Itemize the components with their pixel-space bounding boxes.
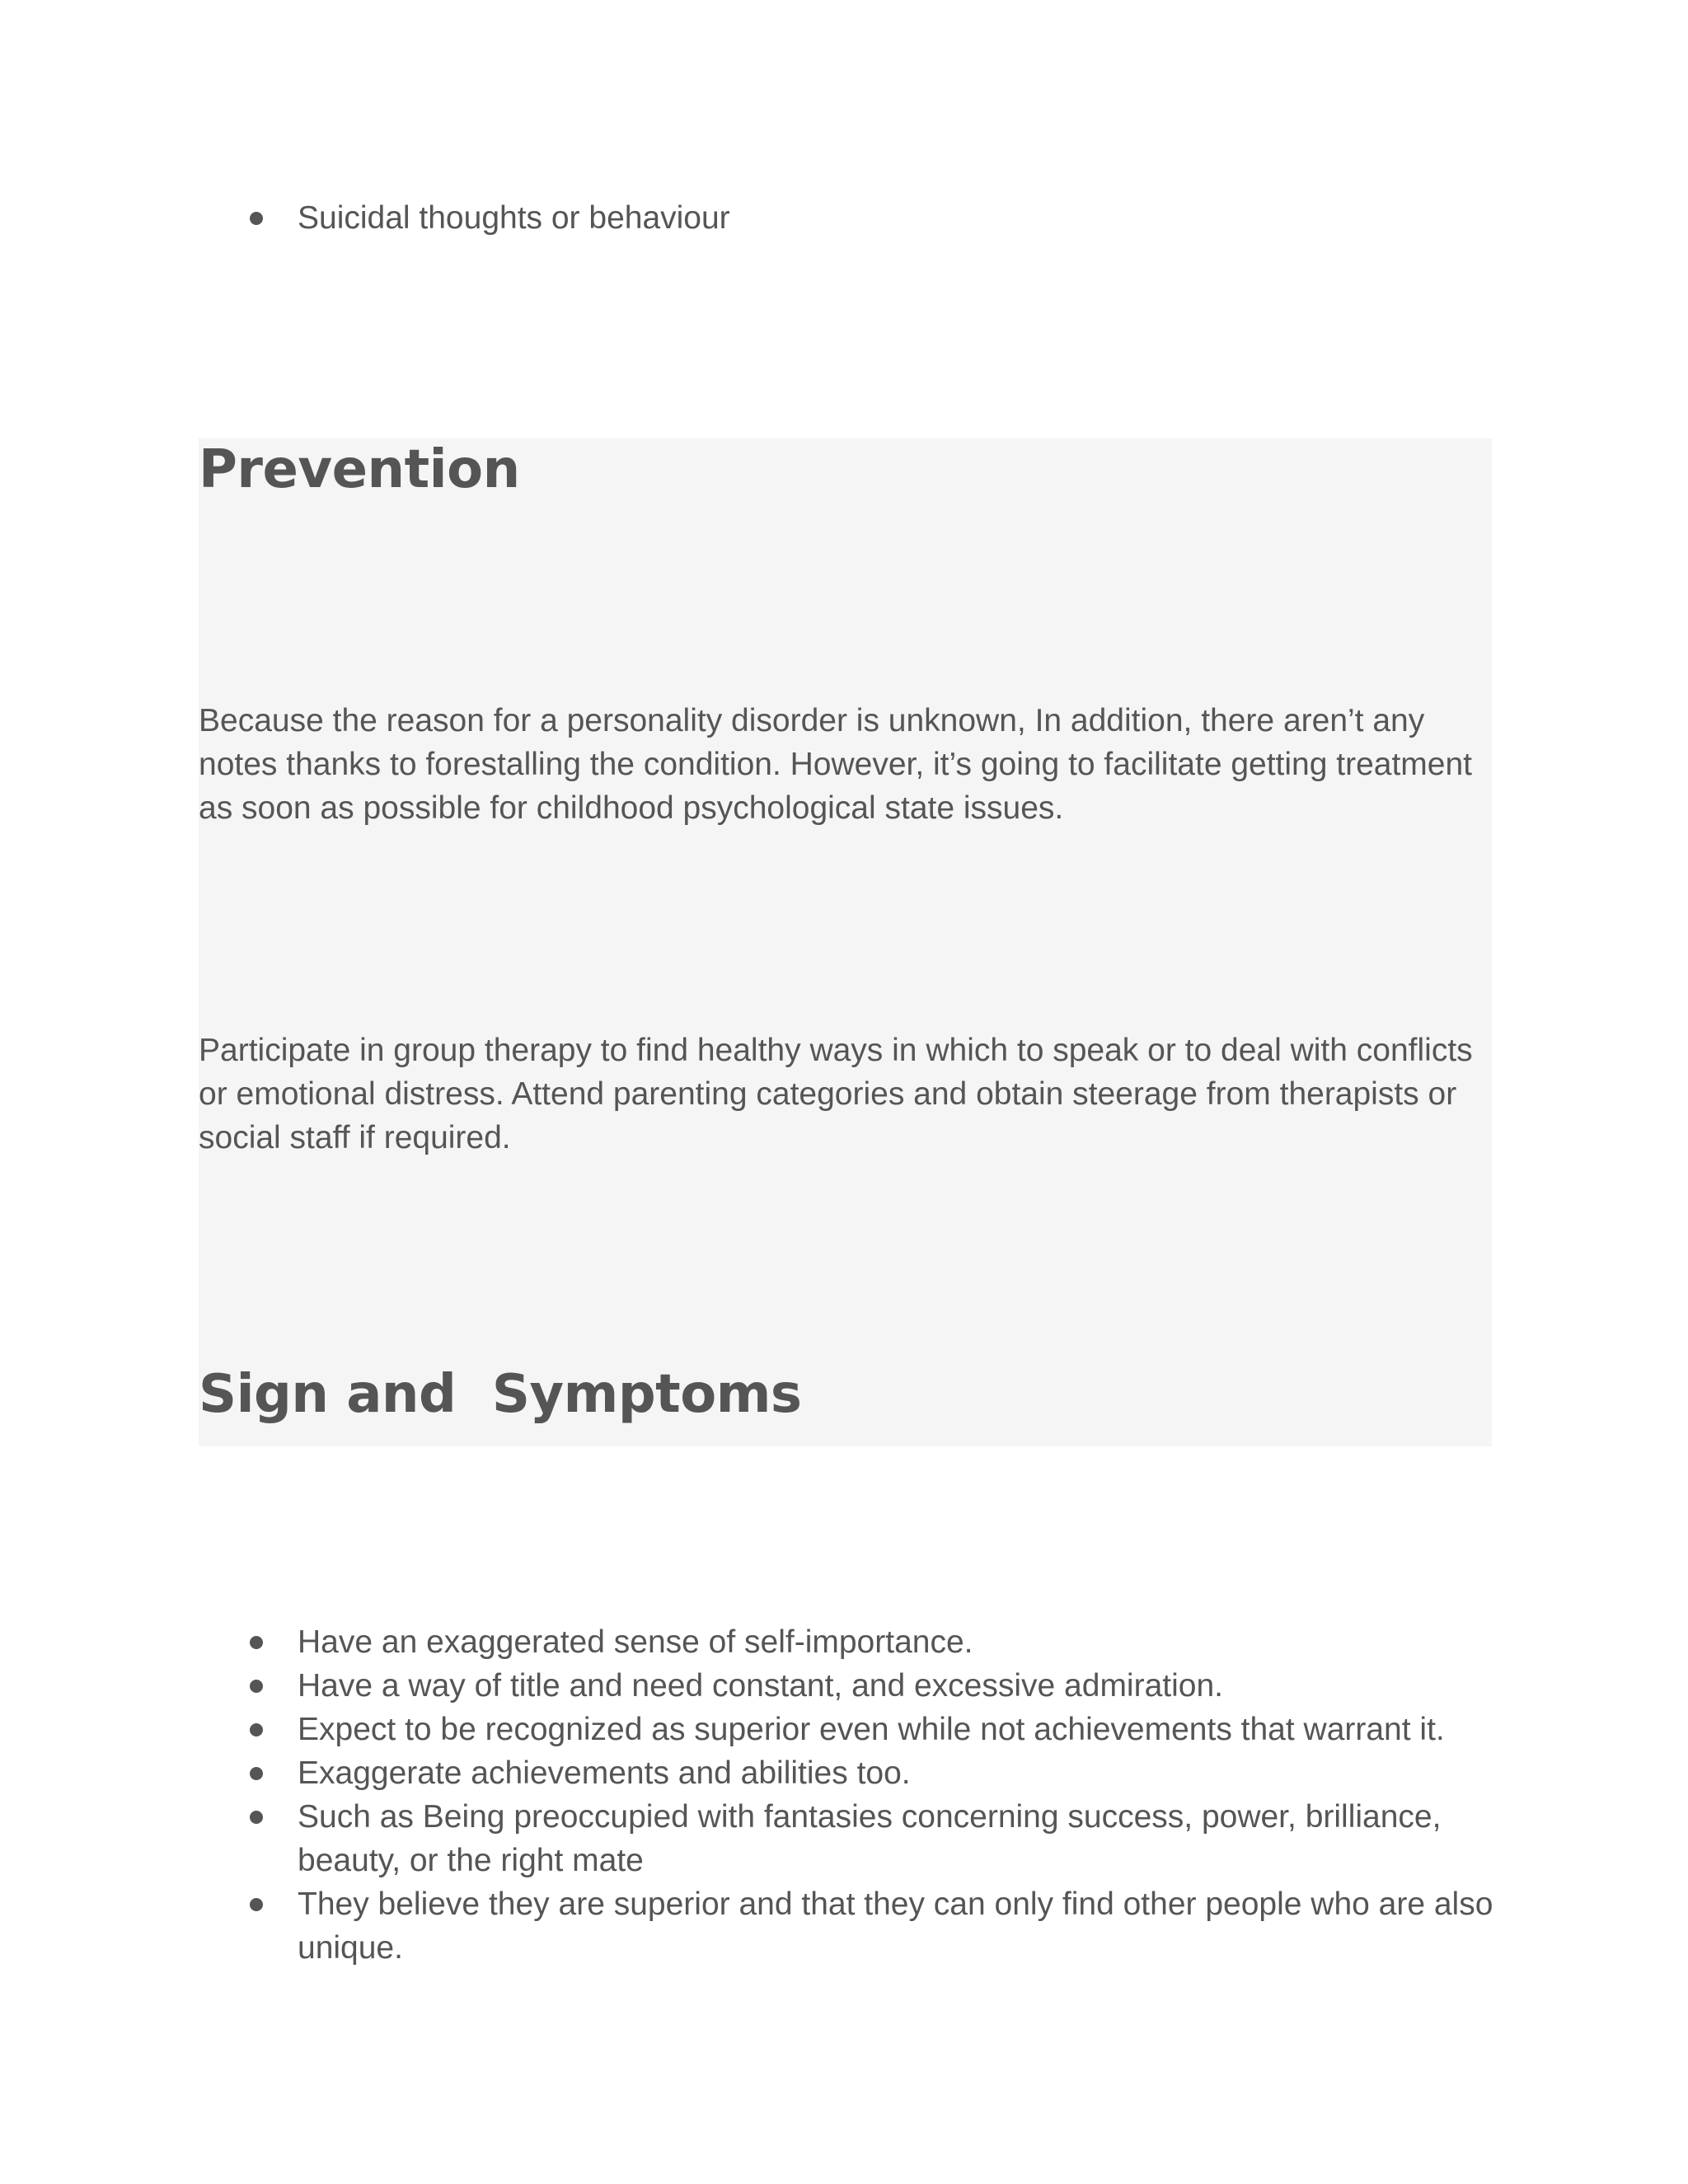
bullet-icon <box>250 1811 263 1824</box>
signs-heading: Sign and Symptoms <box>199 1364 802 1425</box>
list-item-text: Suicidal thoughts or behaviour <box>298 200 730 236</box>
list-item <box>199 1795 1501 1882</box>
list-item <box>199 1882 1501 1970</box>
bullet-icon <box>250 1767 263 1780</box>
prevention-paragraph: Participate in group therapy to find healthy ways in which to speak or to deal with conflicts or emotional distress. Attend parenting categories and obtain steerage from therapists or social staff if required. <box>199 1033 1473 1155</box>
bullet-icon <box>250 1680 263 1693</box>
shaded-section <box>199 438 1492 1446</box>
prevention-paragraph: Because the reason for a personality disorder is unknown, In addition, there aren’t any notes thanks to forestalling the condition. However, it’s going to facilitate getting treatment as soon as possible for childhood psychological state issues. <box>199 703 1473 826</box>
list-item-text: They believe they are superior and that they can only find other people who are also unique. <box>298 1886 1493 1966</box>
symptoms-list <box>199 1620 1501 1970</box>
top-bullet-list <box>199 196 1501 240</box>
bullet-icon <box>250 1898 263 1911</box>
list-item-text: Such as Being preoccupied with fantasies concerning success, power, brilliance, beauty, or the right mate <box>298 1799 1442 1878</box>
list-item-text: Expect to be recognized as superior even while not achievements that warrant it. <box>298 1712 1445 1747</box>
bullet-icon <box>250 1723 263 1736</box>
list-item <box>199 196 1501 240</box>
list-item-text: Have an exaggerated sense of self-importance. <box>298 1624 973 1660</box>
prevention-heading: Prevention <box>199 439 520 500</box>
bullet-icon <box>250 1636 263 1649</box>
list-item <box>199 1664 1501 1708</box>
list-item <box>199 1708 1501 1751</box>
list-item-text: Exaggerate achievements and abilities too. <box>298 1755 911 1791</box>
list-item-text: Have a way of title and need constant, and excessive admiration. <box>298 1668 1223 1704</box>
list-item <box>199 1620 1501 1664</box>
bullet-icon <box>250 212 263 225</box>
list-item <box>199 1751 1501 1795</box>
